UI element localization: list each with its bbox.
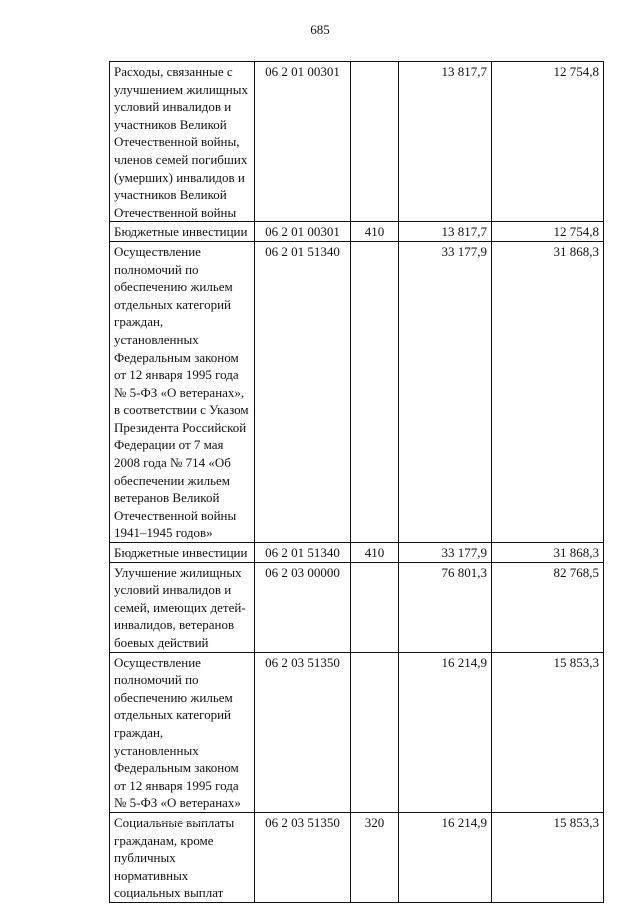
row-target-code: 06 2 01 00301	[255, 62, 351, 222]
table-row	[110, 652, 604, 812]
row-name: Социальные выплаты гражданам, кроме публичных нормативных социальных выплат	[110, 812, 255, 902]
table-row	[110, 241, 604, 542]
row-amount-2: 12 754,8	[492, 62, 604, 222]
row-amount-1: 76 801,3	[399, 562, 492, 652]
table-row	[110, 543, 604, 563]
row-expense-type: 320	[351, 812, 399, 902]
row-expense-type	[351, 562, 399, 652]
row-amount-2: 15 853,3	[492, 652, 604, 812]
row-amount-1: 16 214,9	[399, 652, 492, 812]
row-name: Осуществление полномочий по обеспечению жильем отдельных категорий граждан, установленных Федеральным законом от 12 января 1995 года № 5-ФЗ «О ветеранах», в соответствии с Указом Президента Российской Федерации от 7 мая 2008 года № 714 «Об обеспечении жильем ветеранов Великой Отечественной войны 1941–1945 годов»	[110, 241, 255, 542]
row-amount-1: 13 817,7	[399, 222, 492, 242]
row-name: Улучшение жилищных условий инвалидов и семей, имеющих детей-инвалидов, ветеранов боевых действий	[110, 562, 255, 652]
row-amount-2: 31 868,3	[492, 543, 604, 563]
row-name: Бюджетные инвестиции	[110, 222, 255, 242]
row-target-code: 06 2 01 51340	[255, 543, 351, 563]
row-name: Осуществление полномочий по обеспечению жильем отдельных категорий граждан, установленных Федеральным законом от 12 января 1995 года № 5-ФЗ «О ветеранах»	[110, 652, 255, 812]
row-amount-2: 82 768,5	[492, 562, 604, 652]
row-expense-type	[351, 241, 399, 542]
budget-table	[109, 61, 604, 903]
row-target-code: 06 2 03 51350	[255, 652, 351, 812]
row-amount-1: 33 177,9	[399, 241, 492, 542]
row-amount-2: 31 868,3	[492, 241, 604, 542]
row-amount-1: 33 177,9	[399, 543, 492, 563]
row-target-code: 06 2 03 00000	[255, 562, 351, 652]
row-expense-type: 410	[351, 543, 399, 563]
row-target-code: 06 2 01 00301	[255, 222, 351, 242]
row-target-code: 06 2 01 51340	[255, 241, 351, 542]
row-name: Бюджетные инвестиции	[110, 543, 255, 563]
table-row	[110, 562, 604, 652]
row-amount-2: 12 754,8	[492, 222, 604, 242]
row-expense-type: 410	[351, 222, 399, 242]
footer-rule	[148, 822, 208, 823]
table-row	[110, 222, 604, 242]
row-expense-type	[351, 652, 399, 812]
row-amount-1: 13 817,7	[399, 62, 492, 222]
page-number: 685	[310, 22, 330, 37]
row-amount-2: 15 853,3	[492, 812, 604, 902]
row-expense-type	[351, 62, 399, 222]
row-amount-1: 16 214,9	[399, 812, 492, 902]
row-name: Расходы, связанные с улучшением жилищных условий инвалидов и участников Великой Отечественной войны, членов семей погибших (умерших) инвалидов и участников Великой Отечественной войны	[110, 62, 255, 222]
table-row	[110, 812, 604, 902]
table-row	[110, 62, 604, 222]
row-target-code: 06 2 03 51350	[255, 812, 351, 902]
